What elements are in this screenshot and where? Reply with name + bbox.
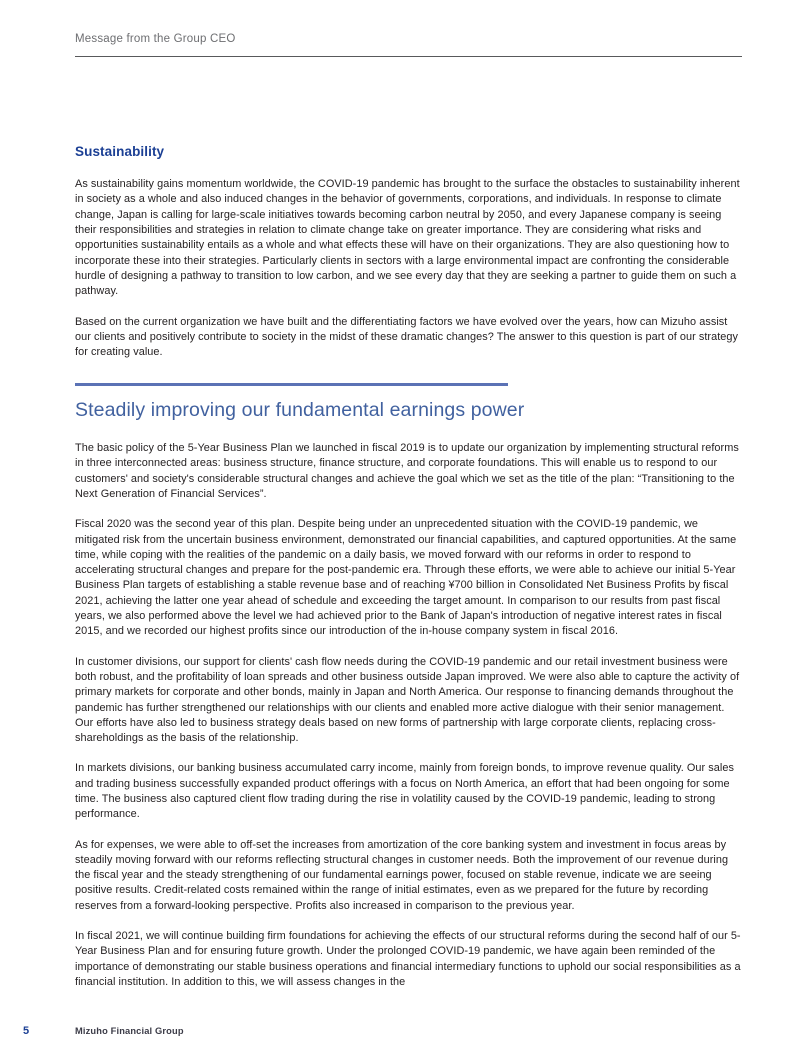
heading-accent-rule [75,383,508,385]
running-header [75,33,742,57]
paragraph: Based on the current organization we have built and the differentiating factors we have evolved over the years, how can Mizuho assist our clients and positively contribute to society in the midst of these dramatic changes? The answer to this question is part of our strategy for creating value. [75,315,739,359]
header-divider-rule [75,56,742,58]
paragraph: Fiscal 2020 was the second year of this plan. Despite being under an unprecedented situation with the COVID-19 pandemic, we mitigated risk from the uncertain business environment, demonstrated our financial capabilities, and captured opportunities. At the same time, while coping with the realities of the pandemic on a daily basis, we moved forward with our reforms in order to respond to accelerating structural changes and prepare for the post-pandemic era. Through these efforts, we were able to achieve our initial 5-Year Business Plan targets of establishing a stable revenue base and of reaching ¥700 billion in Consolidated Net Business Profits by fiscal 2021, achieving the latter one year ahead of schedule and exceeding the target amount. In comparison to our results from past fiscal years, we also performed above the level we had achieved prior to the Bank of Japan's introduction of negative interest rates in fiscal 2015, and we recorded our highest profits since our introduction of the in-house company system in fiscal 2016. [75,518,737,638]
paragraph: The basic policy of the 5-Year Business Plan we launched in fiscal 2019 is to update our organization by implementing structural reforms in three interconnected areas: business structure, finance structure, and corporate foundations. This will enable us to respond to our customers' and society's considerable structural changes and achieve the goal which we set as the title of the plan: “Transitioning to the Next Generation of Financial Services”. [75,442,739,500]
running-header-title: Message from the Group CEO [75,33,236,45]
major-section-heading-block [75,383,742,421]
section-title-sustainability: Sustainability [75,144,165,159]
page-footer [0,1023,805,1039]
page-number: 5 [23,1025,30,1037]
paragraph: In fiscal 2021, we will continue building firm foundations for achieving the effects of our structural reforms during the second half of our 5-Year Business Plan and for ensuring future growth. Under the prolonged COVID-19 pandemic, we have again been reminded of the importance of demonstrating our stable business operations and financial intermediary functions to uphold our social responsibilities as a financial institution. In addition to this, we will assess changes in the [75,930,741,988]
paragraph: In markets divisions, our banking business accumulated carry income, mainly from foreign bonds, to improve revenue quality. Our sales and trading business successfully expanded product offerings with a focus on North America, an effort that had been ongoing for some time. The business also captured client flow trading during the rise in volatility caused by the COVID-19 pandemic, leading to strong performance. [75,762,734,821]
paragraph: As sustainability gains momentum worldwide, the COVID-19 pandemic has brought to the surface the obstacles to sustainability inherent in society as a whole and also induced changes in the behavior of governments, corporations, and individuals. In response to climate change, Japan is calling for large-scale initiatives towards becoming carbon neutral by 2050, and every Japanese company is seeing their responsibilities and strategies in relation to climate change take on greater importance. They are considering what risks and opportunities sustainability entails as a whole and what effects these will have on their organizations. They are also questioning how to incorporate these into their strategies. Particularly clients in sectors with a large environmental impact are confronting the considerable hurdle of designing a pathway to transition to low carbon, and we see every day that they are seeking a partner to guide them on such a pathway. [75,178,740,298]
major-section-heading: Steadily improving our fundamental earnings power [75,398,525,421]
page-content [75,144,742,990]
paragraph: As for expenses, we were able to off-set the increases from amortization of the core banking system and investment in focus areas by steadily moving forward with our reforms reflecting structural changes in customer needs. Both the improvement of our revenue during the fiscal year and the steady strengthening of our fundamental earnings power, focused on stable revenue, indicate we are seeing positive results. Credit-related costs remained within the range of initial estimates, even as we prepared for the future by recording reserves from a forward-looking perspective. Profits also increased in comparison to the previous year. [75,838,729,912]
footer-company-name: Mizuho Financial Group [75,1026,184,1036]
paragraph: In customer divisions, our support for clients' cash flow needs during the COVID-19 pandemic and our retail investment business were both robust, and the profitability of loan spreads and other business outside Japan improved. We were also able to capture the activity of primary markets for corporate and other bonds, mainly in Japan and North America. Our response to financing demands throughout the pandemic has further strengthened our relationships with our clients and enabled more active dialogue with their senior management. Our efforts have also led to business strategy deals based on new forms of partnership with large corporate clients, replacing cross-shareholdings as the basis of the relationship. [75,655,740,745]
